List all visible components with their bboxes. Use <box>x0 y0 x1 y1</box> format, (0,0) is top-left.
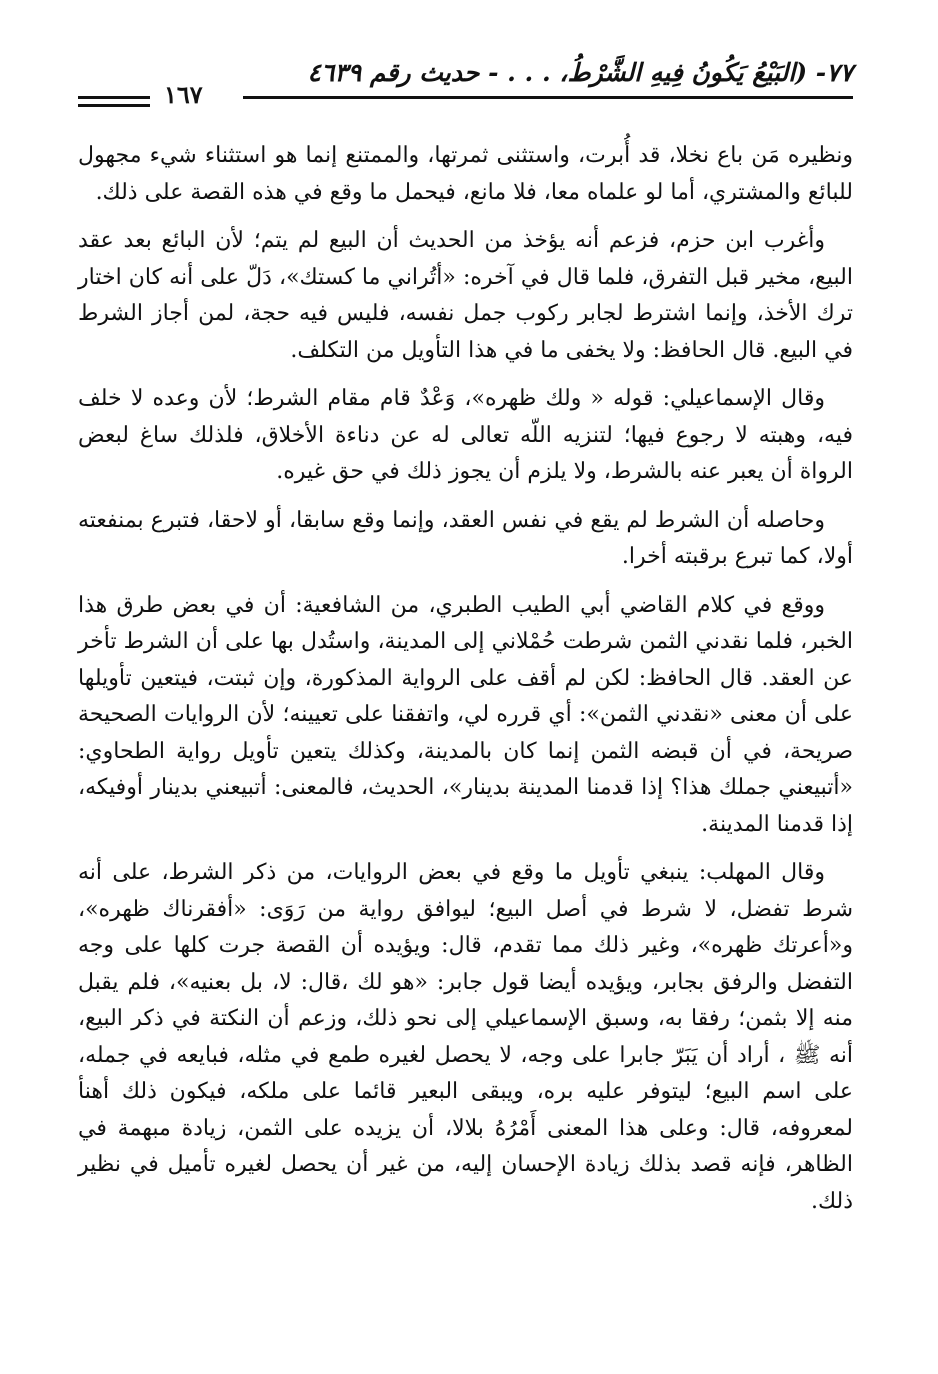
paragraph-3: وقال الإسماعيلي: قوله « ولك ظهره»، وَعْدٌ قام مقام الشرط؛ لأن وعده لا خلف فيه، وهبته لا رجوع فيها؛ لتنزيه اللّه تعالى له عن دناءة الأخلاق، فلذلك ساغ لبعض الرواة أن يعبر عنه بالشرط، ولا يلزم أن يجوز ذلك في حق غيره. <box>78 386 853 484</box>
paragraph-4: وحاصله أن الشرط لم يقع في نفس العقد، وإنما وقع سابقا، أو لاحقا، فتبرع بمنفعته أولا، كما تبرع برقبته أخرا. <box>78 507 853 569</box>
page-header <box>78 58 853 118</box>
running-head: ٧٧- (البَيْعُ يَكُونُ فِيهِ الشَّرْطُ، . . . - حديث رقم ٤٦٣٩ <box>307 58 853 87</box>
page-number-rule-top <box>78 96 150 99</box>
paragraph-5: ووقع في كلام القاضي أبي الطيب الطبري، من الشافعية: أن في بعض طرق هذا الخبر، فلما نقدني الثمن شرطت حُمْلاني إلى المدينة، واستُدل بها على أن الشرط تأخر عن العقد. قال الحافظ: لكن لم أقف على الرواية المذكورة، وإن ثبتت، فيتعين تأويلها على أن معنى «نقدني الثمن»: أي قرره لي، واتفقنا على تعيينه؛ لأن الروايات الصحيحة صريحة، في أن قبضه الثمن إنما كان بالمدينة، وكذلك يتعين تأويل رواية الطحاوي: «أتبيعني جملك هذا؟ إذا قدمنا المدينة بدينار»، الحديث، فالمعنى: أتبيعني بدينار أوفيكه، إذا قدمنا المدينة. <box>78 592 853 837</box>
page-number-rule-bottom <box>78 104 150 107</box>
body-text <box>78 138 853 1232</box>
paragraph-2: وأغرب ابن حزم، فزعم أنه يؤخذ من الحديث أن البيع لم يتم؛ لأن البائع بعد عقد البيع، مخير قبل التفرق، فلما قال في آخره: «أتُراني ما كستك»، دَلّ على أنه كان اختار ترك الأخذ، وإنما اشترط لجابر ركوب جمل نفسه، فليس فيه حجة، لمن أجاز الشرط في البيع. قال الحافظ: ولا يخفى ما في هذا التأويل من التكلف. <box>78 228 853 363</box>
header-rule <box>243 96 853 99</box>
paragraph-1: ونظيره مَن باع نخلا، قد أُبرت، واستثنى ثمرتها، والممتنع إنما هو استثناء شيء مجهول للبائع والمشتري، أما لو علماه معا، فلا مانع، فيحمل ما وقع في هذه القصة على ذلك. <box>78 143 853 205</box>
page-number-block <box>78 80 248 114</box>
page-number: ١٦٧ <box>164 80 203 109</box>
paragraph-6: وقال المهلب: ينبغي تأويل ما وقع في بعض الروايات، من ذكر الشرط، على أنه شرط تفضل، لا شرط في أصل البيع؛ ليوافق رواية من رَوَى: «أفقرناك ظهره»، و«أعرتك ظهره»، وغير ذلك مما تقدم، قال: ويؤيده أن القصة جرت كلها على وجه التفضل والرفق بجابر، ويؤيده أيضا قول جابر: «هو لك ،قال: لا، بل بعنيه»، فلم يقبل منه إلا بثمن؛ رفقا به، وسبق الإسماعيلي إلى نحو ذلك، وزعم أن النكتة في ذكر البيع، أنه ﷺ ، أراد أن يَبَرّ جابرا على وجه، لا يحصل لغيره طمع في مثله، فبايعه في جمله، على اسم البيع؛ ليتوفر عليه بره، ويبقى البعير قائما على ملكه، فيكون ذلك أهنأ لمعروفه، قال: وعلى هذا المعنى أَمْرُهُ بلالا، أن يزيده على الثمن، زيادة مبهمة في الظاهر، فإنه قصد بذلك زيادة الإحسان إليه، من غير أن يحصل لغيره تأميل في نظير ذلك. <box>78 860 853 1214</box>
